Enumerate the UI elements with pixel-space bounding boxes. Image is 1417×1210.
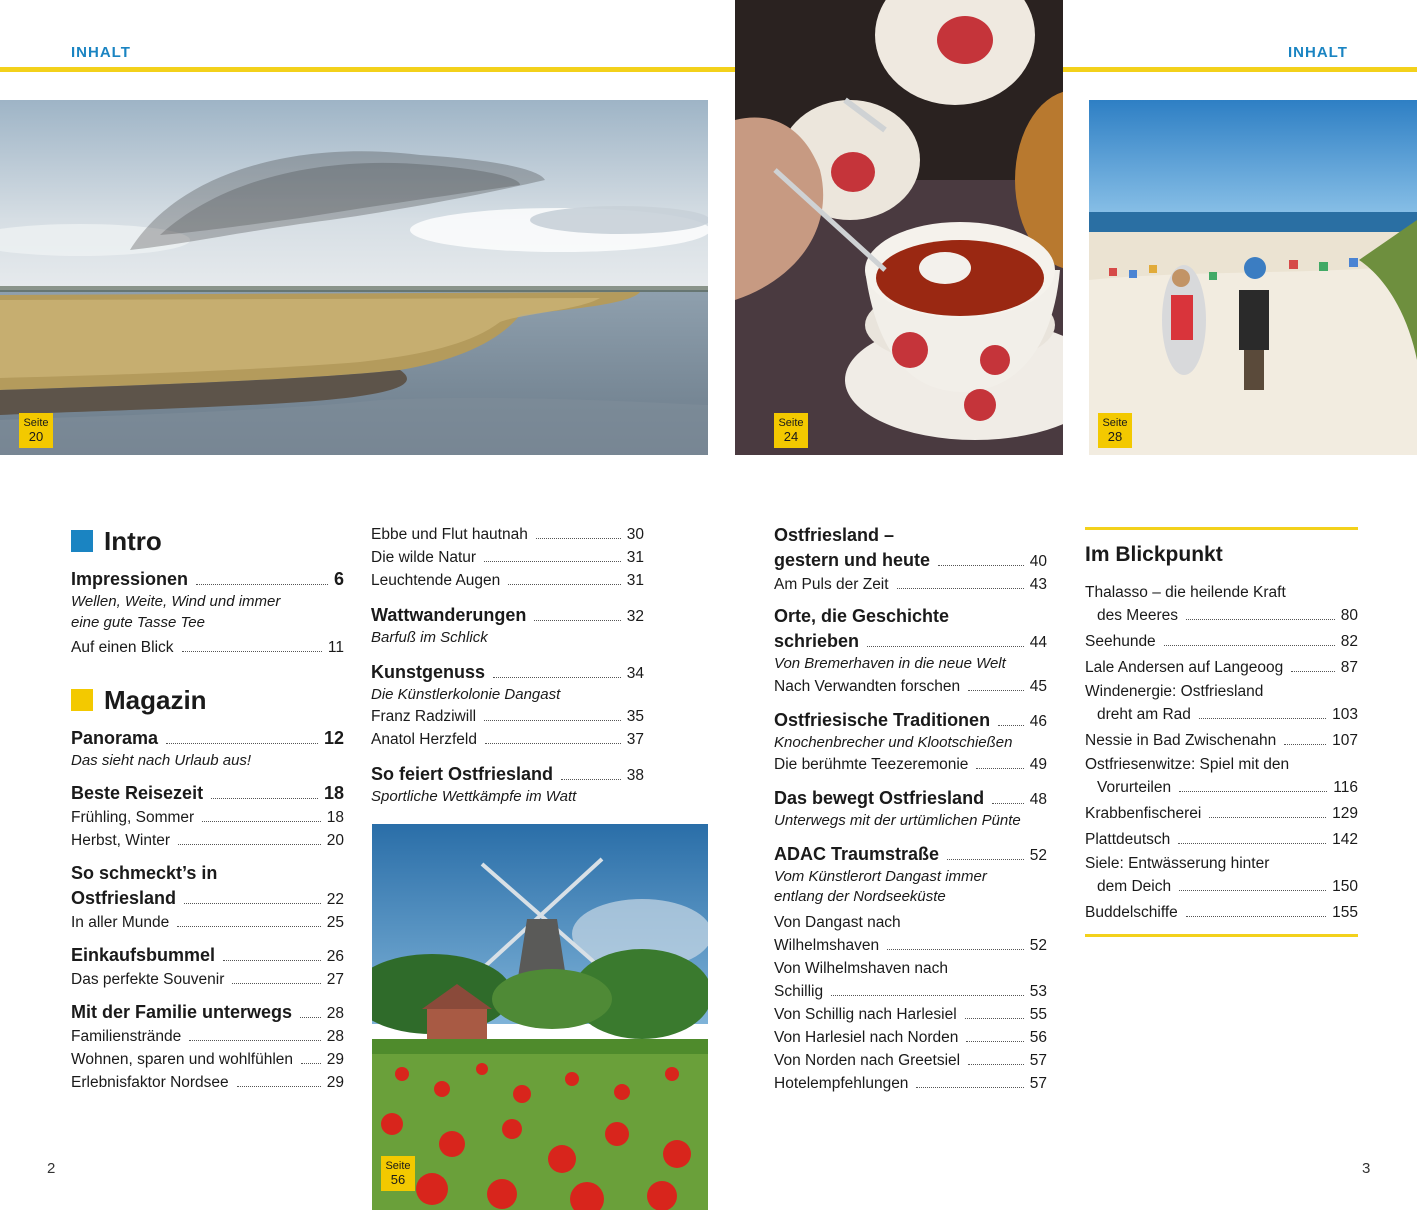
toc-entry[interactable] — [71, 829, 344, 852]
toc-entry[interactable] — [774, 547, 1047, 573]
entry-page: 82 — [1340, 633, 1358, 650]
leader-dots — [916, 1087, 1023, 1088]
entry-page: 107 — [1332, 732, 1358, 749]
entry-title: Hotelempfehlungen — [774, 1074, 909, 1092]
entry-title: Auf einen Blick — [71, 639, 174, 656]
toc-entry[interactable] — [71, 780, 344, 806]
entry-title: Panorama — [71, 728, 159, 748]
entry-title: Plattdeutsch — [1085, 831, 1171, 848]
entry-page: 12 — [323, 728, 344, 748]
entry-page: 155 — [1332, 904, 1358, 921]
toc-column-2 — [371, 523, 644, 808]
blickpunkt-title: Im Blickpunkt — [1085, 543, 1223, 566]
entry-subtitle: eine gute Tasse Tee — [71, 613, 205, 631]
entry-page: 29 — [326, 1050, 344, 1068]
leader-dots — [184, 903, 321, 904]
entry-page: 31 — [626, 572, 644, 589]
toc-entry[interactable] — [1085, 630, 1358, 653]
leader-dots — [947, 859, 1024, 860]
leader-dots — [536, 538, 621, 539]
page-badge-20 — [19, 413, 53, 448]
entry-title: ADAC Traumstraße — [774, 843, 940, 864]
entry-title: Krabbenfischerei — [1085, 805, 1202, 822]
blickpunkt-rule-bottom — [1085, 934, 1358, 937]
page-badge-28 — [1098, 413, 1132, 448]
entry-subtitle: Die Künstlerkolonie Dangast — [371, 685, 561, 703]
page-badge-24 — [774, 413, 808, 448]
entry-page: 25 — [326, 913, 344, 931]
entry-page: 44 — [1029, 634, 1047, 651]
entry-title: Wohnen, sparen und wohlfühlen — [71, 1050, 294, 1068]
entry-title: Am Puls der Zeit — [774, 576, 889, 593]
leader-dots — [897, 588, 1024, 589]
toc-entry[interactable] — [71, 1025, 344, 1048]
entry-page: 45 — [1029, 677, 1047, 695]
entry-title: Vorurteilen — [1097, 779, 1172, 796]
entry-title: dreht am Rad — [1097, 706, 1191, 723]
entry-page: 35 — [626, 708, 644, 725]
toc-entry[interactable] — [774, 628, 1047, 654]
entry-title: Mit der Familie unterwegs — [71, 1001, 293, 1022]
header-rule-left — [0, 67, 735, 72]
toc-entry[interactable] — [371, 761, 644, 787]
entry-title: So feiert Ostfriesland — [371, 764, 554, 784]
toc-entry[interactable] — [1085, 776, 1358, 799]
badge-number: 28 — [1107, 429, 1123, 444]
entry-title: Schillig — [774, 982, 824, 1000]
entry-page: 28 — [326, 1027, 344, 1045]
toc-entry[interactable] — [774, 707, 1047, 733]
magazin-square-icon — [71, 689, 93, 711]
toc-entry[interactable] — [71, 636, 344, 659]
toc-entry[interactable] — [71, 566, 344, 592]
leader-dots — [484, 720, 621, 721]
leader-dots — [968, 690, 1024, 691]
toc-column-1 — [71, 524, 344, 1094]
entry-title: Ostfriesland — [71, 887, 177, 908]
entry-page: 26 — [326, 947, 344, 965]
leader-dots — [1209, 817, 1326, 818]
entry-page: 52 — [1029, 936, 1047, 954]
entry-page: 32 — [626, 608, 644, 625]
entry-page: 29 — [326, 1073, 344, 1091]
leader-dots — [300, 1017, 321, 1018]
entry-page: 52 — [1029, 846, 1047, 864]
entry-page: 55 — [1029, 1005, 1047, 1023]
entry-title: schrieben — [774, 631, 860, 651]
toc-entry[interactable] — [774, 841, 1047, 867]
entry-page: 18 — [323, 782, 344, 803]
leader-dots — [189, 1040, 320, 1041]
entry-title-line: Windenergie: Ostfriesland — [1085, 683, 1264, 700]
photo-tea-cup — [735, 0, 1063, 455]
entry-page: 34 — [626, 664, 644, 682]
entry-title: dem Deich — [1097, 878, 1172, 895]
entry-title: Erlebnisfaktor Nordsee — [71, 1073, 229, 1091]
toc-entry[interactable] — [774, 1026, 1047, 1049]
entry-page: 43 — [1029, 576, 1047, 593]
leader-dots — [202, 821, 321, 822]
leader-dots — [1179, 791, 1327, 792]
blickpunkt-rule-top — [1085, 527, 1358, 530]
entry-title: Leuchtende Augen — [371, 572, 501, 589]
entry-page: 30 — [626, 526, 644, 543]
leader-dots — [867, 646, 1024, 647]
leader-dots — [178, 844, 321, 845]
entry-page: 28 — [326, 1004, 344, 1022]
leader-dots — [1164, 645, 1335, 646]
toc-entry[interactable] — [71, 725, 344, 751]
leader-dots — [301, 1063, 321, 1064]
entry-page: 80 — [1340, 607, 1358, 624]
entry-page: 38 — [626, 767, 644, 784]
entry-page: 40 — [1029, 553, 1047, 570]
badge-label: Seite — [778, 417, 804, 429]
toc-entry[interactable] — [1085, 604, 1358, 627]
leader-dots — [887, 949, 1024, 950]
page-number-right: 3 — [1362, 1160, 1371, 1177]
badge-number: 24 — [783, 429, 799, 444]
toc-entry[interactable] — [71, 942, 344, 968]
section-title: Magazin — [104, 684, 207, 715]
entry-title: Von Norden nach Greetsiel — [774, 1051, 961, 1069]
entry-title: Frühling, Sommer — [71, 808, 195, 826]
toc-entry[interactable] — [1085, 703, 1358, 726]
toc-entry[interactable] — [371, 659, 644, 685]
entry-title-line: Ostfriesenwitze: Spiel mit den — [1085, 756, 1290, 773]
entry-title: Nach Verwandten forschen — [774, 677, 961, 695]
toc-entry[interactable] — [1085, 875, 1358, 898]
toc-entry[interactable] — [1085, 729, 1358, 752]
entry-page: 31 — [626, 549, 644, 566]
leader-dots — [965, 1018, 1024, 1019]
badge-label: Seite — [385, 1160, 411, 1172]
entry-page: 48 — [1029, 791, 1047, 808]
leader-dots — [223, 960, 321, 961]
entry-subtitle: Knochenbrecher und Klootschießen — [774, 733, 1013, 751]
toc-entry[interactable] — [371, 728, 644, 751]
leader-dots — [561, 779, 621, 780]
entry-title: Wilhelmshaven — [774, 936, 880, 954]
entry-subtitle: Das sieht nach Urlaub aus! — [71, 752, 252, 769]
entry-page: 57 — [1029, 1051, 1047, 1069]
leader-dots — [177, 926, 321, 927]
toc-entry[interactable] — [71, 968, 344, 991]
toc-entry[interactable] — [371, 569, 644, 592]
entry-title: Von Harlesiel nach Norden — [774, 1028, 959, 1046]
toc-entry[interactable] — [71, 885, 344, 911]
leader-dots — [831, 995, 1024, 996]
entry-title: In aller Munde — [71, 913, 170, 931]
entry-page: 18 — [326, 808, 344, 826]
entry-page: 129 — [1332, 805, 1358, 822]
entry-subtitle: Unterwegs mit der urtümlichen Pünte — [774, 812, 1021, 829]
leader-dots — [485, 743, 621, 744]
badge-label: Seite — [1102, 417, 1128, 429]
entry-title: Lale Andersen auf Langeoog — [1085, 659, 1284, 676]
page-badge-56 — [381, 1156, 415, 1191]
entry-title: Das bewegt Ostfriesland — [774, 788, 985, 808]
toc-entry[interactable] — [71, 806, 344, 829]
leader-dots — [1186, 619, 1335, 620]
entry-title-line: Ostfriesland – — [774, 525, 895, 545]
entry-subtitle: Von Bremerhaven in die neue Welt — [774, 655, 1006, 672]
entry-title-line: Thalasso – die heilende Kraft — [1085, 584, 1286, 601]
entry-title: Ebbe und Flut hautnah — [371, 526, 528, 543]
entry-page: 46 — [1029, 712, 1047, 730]
entry-title: Kunstgenuss — [371, 661, 486, 682]
toc-entry[interactable] — [774, 573, 1047, 596]
entry-title: Einkaufsbummel — [71, 944, 216, 965]
entry-title-line: So schmeckt’s in — [71, 862, 218, 883]
entry-page: 49 — [1029, 756, 1047, 773]
leader-dots — [232, 983, 320, 984]
entry-subtitle: Sportliche Wettkämpfe im Watt — [371, 788, 577, 805]
entry-page: 22 — [326, 890, 344, 908]
leader-dots — [966, 1041, 1023, 1042]
entry-page: 53 — [1029, 982, 1047, 1000]
entry-page: 6 — [333, 569, 344, 589]
entry-title: Impressionen — [71, 569, 189, 589]
entry-title: Familienstrände — [71, 1027, 182, 1045]
section-title: Intro — [104, 525, 162, 556]
entry-subtitle: Wellen, Weite, Wind und immer — [71, 593, 281, 610]
header-rule-right — [1063, 67, 1417, 72]
leader-dots — [211, 798, 318, 799]
leader-dots — [1186, 916, 1326, 917]
entry-title-line: Siele: Entwässerung hinter — [1085, 855, 1270, 872]
leader-dots — [196, 584, 328, 585]
toc-entry[interactable] — [774, 980, 1047, 1003]
leader-dots — [237, 1086, 321, 1087]
entry-page: 150 — [1332, 878, 1358, 895]
header-label-right: INHALT — [1288, 44, 1348, 61]
toc-entry[interactable] — [774, 753, 1047, 776]
toc-entry[interactable] — [71, 1071, 344, 1094]
toc-entry[interactable] — [371, 523, 644, 546]
leader-dots — [968, 1064, 1024, 1065]
page-number-left: 2 — [47, 1160, 56, 1177]
entry-title: gestern und heute — [774, 550, 931, 570]
entry-title: Wattwanderungen — [371, 605, 527, 625]
entry-page: 11 — [327, 639, 344, 656]
leader-dots — [166, 743, 318, 744]
entry-subtitle: entlang der Nordseeküste — [774, 888, 946, 905]
photo-beach — [1089, 100, 1417, 455]
entry-page: 116 — [1333, 779, 1358, 796]
entry-title-line: Von Wilhelmshaven nach — [774, 959, 949, 977]
toc-column-4 — [1085, 543, 1358, 924]
toc-entry[interactable] — [371, 705, 644, 728]
intro-square-icon — [71, 530, 93, 552]
entry-title: Das perfekte Souvenir — [71, 970, 225, 988]
photo-windmill-poppies — [372, 824, 708, 1210]
entry-title: Beste Reisezeit — [71, 782, 204, 803]
toc-entry[interactable] — [774, 1049, 1047, 1072]
toc-entry[interactable] — [774, 675, 1047, 698]
entry-page: 103 — [1332, 706, 1358, 723]
toc-entry[interactable] — [774, 934, 1047, 957]
header-label-left: INHALT — [71, 44, 131, 61]
entry-title: Anatol Herzfeld — [371, 731, 477, 748]
toc-entry[interactable] — [1085, 901, 1358, 924]
entry-page: 27 — [326, 970, 344, 988]
leader-dots — [992, 803, 1024, 804]
entry-title: Buddelschiffe — [1085, 904, 1178, 921]
entry-title: Die wilde Natur — [371, 549, 477, 566]
entry-subtitle: Barfuß im Schlick — [371, 629, 488, 646]
entry-page: 37 — [626, 731, 644, 748]
toc-entry[interactable] — [1085, 802, 1358, 825]
leader-dots — [182, 651, 322, 652]
entry-page: 57 — [1029, 1074, 1047, 1092]
photo-wetland-birds — [0, 100, 708, 455]
toc-entry[interactable] — [371, 546, 644, 569]
badge-number: 20 — [28, 429, 44, 444]
entry-title: Ostfriesische Traditionen — [774, 709, 991, 730]
leader-dots — [493, 677, 621, 678]
leader-dots — [1178, 843, 1326, 844]
entry-title-line: Von Dangast nach — [774, 913, 901, 931]
toc-entry[interactable] — [774, 785, 1047, 811]
toc-entry[interactable] — [371, 602, 644, 628]
entry-page: 56 — [1029, 1028, 1047, 1046]
toc-entry[interactable] — [1085, 828, 1358, 851]
toc-entry[interactable] — [1085, 656, 1358, 679]
entry-title: Herbst, Winter — [71, 831, 171, 849]
entry-title: Die berühmte Teezeremonie — [774, 756, 969, 773]
leader-dots — [1199, 718, 1326, 719]
toc-entry[interactable] — [774, 1003, 1047, 1026]
leader-dots — [998, 725, 1024, 726]
entry-page: 142 — [1332, 831, 1358, 848]
leader-dots — [1179, 890, 1326, 891]
entry-title: Seehunde — [1085, 633, 1156, 650]
toc-entry[interactable] — [71, 999, 344, 1025]
leader-dots — [938, 565, 1024, 566]
section-magazin — [71, 683, 344, 717]
entry-title: Nessie in Bad Zwischenahn — [1085, 732, 1277, 749]
toc-entry[interactable] — [71, 911, 344, 934]
entry-subtitle: Vom Künstlerort Dangast immer — [774, 867, 987, 885]
entry-title: Von Schillig nach Harlesiel — [774, 1005, 957, 1023]
entry-title: Franz Radziwill — [371, 708, 477, 725]
leader-dots — [484, 561, 621, 562]
toc-entry[interactable] — [71, 1048, 344, 1071]
entry-title-line: Orte, die Geschichte — [774, 606, 950, 626]
entry-title: des Meeres — [1097, 607, 1178, 624]
badge-label: Seite — [23, 417, 49, 429]
entry-page: 20 — [326, 831, 344, 849]
leader-dots — [976, 768, 1023, 769]
entry-page: 87 — [1340, 659, 1358, 676]
leader-dots — [534, 620, 620, 621]
leader-dots — [1284, 744, 1326, 745]
toc-entry[interactable] — [774, 1072, 1047, 1095]
leader-dots — [1291, 671, 1335, 672]
toc-column-3 — [774, 524, 1047, 1095]
leader-dots — [508, 584, 620, 585]
section-intro — [71, 524, 344, 558]
badge-number: 56 — [390, 1172, 406, 1187]
